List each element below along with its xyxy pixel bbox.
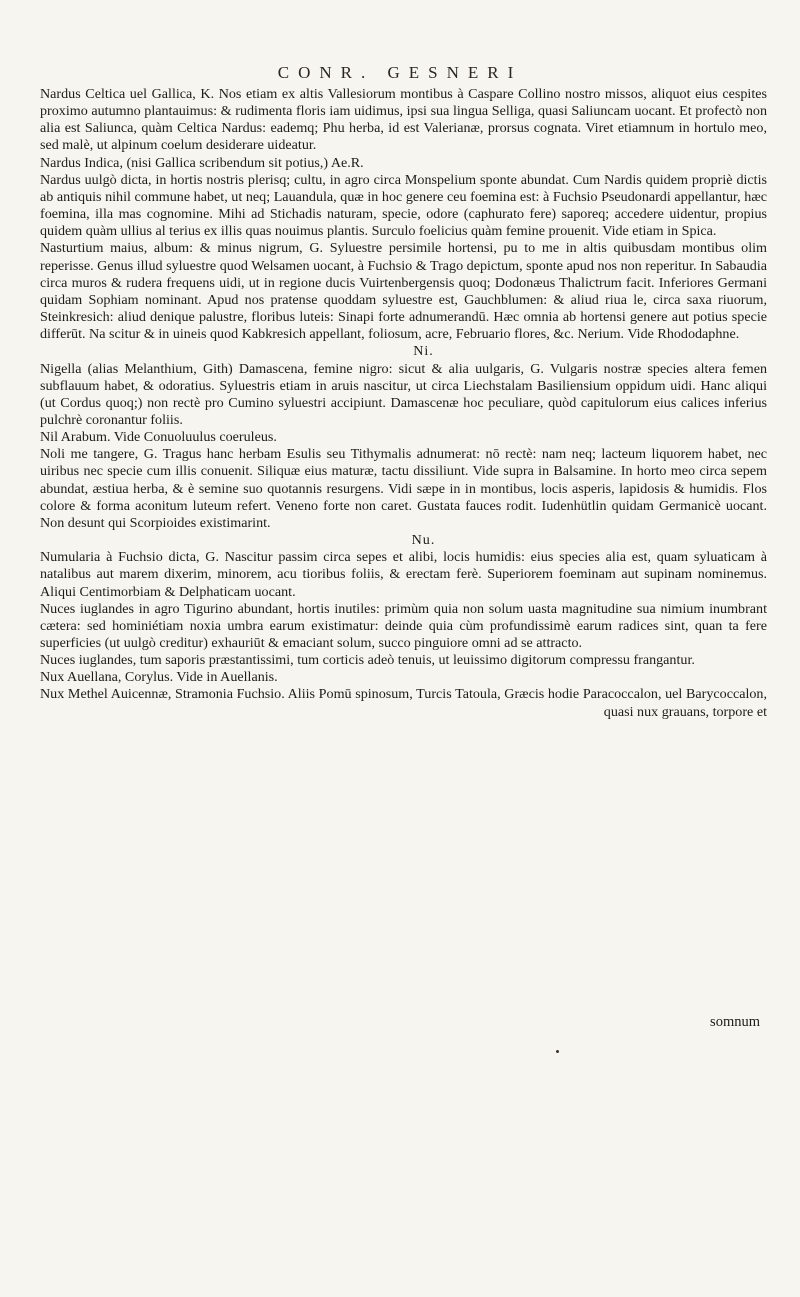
running-head: CONR. GESNERI bbox=[277, 63, 523, 82]
paragraph: Nuces iuglandes, tum saporis præstantissimi, tum corticis adeò tenuis, ut leuissimo digitorum compressu frangantur. bbox=[40, 652, 695, 669]
paragraph: Noli me tangere, G. Tragus hanc herbam Esulis seu Tithymalis adnumerat: nō rectè: nam neq; lacteum liquorem habet, nec uiribus nec specie cum illis conuenit. Siliquæ eius maturæ, tactu dissiliunt. Vide supra in Balsamine. In horto meo circa sepem abundat, æstiua herba, & è semine suo quotannis resurgens. Vidi sæpe in in montibus, locis asperis, lapidosis & humidis. Flos colore & forma aconitum luteum refert. Veneno forte non caret. Gustata fauces rodit. Iudenhütlin quidam Germanicè uocant. Non desunt qui Scorpioides existimarint. bbox=[40, 446, 767, 531]
paragraph: Nasturtium maius, album: & minus nigrum, G. Syluestre persimile hortensi, pu to me in altis quibusdam montibus olim reperisse. Genus illud syluestre quod Welsamen uocant, à Fuchsio & Trago depictum, sponte apud nos non reperitur. In Sabaudia circa muros & rudera frequens uidi, ut in regione ducis Vuirtenbergensis quoq; Dodonæus Thalictrum facit. Inferiores Germani quidam Sophiam nominant. Apud nos pratense quoddam syluestre est, Gauchblumen: & aliud riua le, circa saxa riuorum, Steinkresich: aliud denique palustre, floribus luteis: Sinapi forte adnumerandū. Hæc omnia ab hortensi genere aut potius specie differūt. Na scitur & in uineis quod Kabkresich appellant, foliosum, acre, Februario flores, &c. Nerium. Vide Rhododaphne. bbox=[40, 240, 767, 343]
catchword: somnum bbox=[710, 1014, 760, 1030]
paragraph: Nuces iuglandes in agro Tigurino abundant, hortis inutiles: primùm quia non solum uasta magnitudine sua nimium inumbrant cætera: sed hominiétiam noxia umbra earum existimatur: deinde quia cùm profundissimè earum radices sint, quan ta fere superficies (ut uulgò creditur) exhauriūt & emaciant solum, succo pinguiore omni ad se attracto. bbox=[40, 600, 767, 651]
paragraph: Numularia à Fuchsio dicta, G. Nascitur passim circa sepes et alibi, locis humidis: eius species alia est, quam syluaticam à natalibus aut marem dixerim, minorem, acu tioribus foliis, & erectam ferè. Superiorem foeminam aut supinam nominemus. Aliqui Centimorbiam & Delphaticam uocant. bbox=[40, 549, 767, 600]
paragraph: Nux Auellana, Corylus. Vide in Auellanis. bbox=[40, 669, 278, 686]
section-heading: Nu. bbox=[411, 532, 436, 549]
paragraph: Nux Methel Auicennæ, Stramonia Fuchsio. Aliis Pomū spinosum, Turcis Tatoula, Græcis hodie Paracoccalon, uel Barycoccalon, quasi nux grauans, torpore et bbox=[40, 686, 767, 720]
paragraph: Nardus Indica, (nisi Gallica scribendum sit potius,) Ae.R. bbox=[40, 154, 364, 171]
paragraph: Nil Arabum. Vide Conuoluulus coeruleus. bbox=[40, 429, 277, 446]
page-body-text bbox=[40, 86, 767, 721]
ink-speck bbox=[556, 1050, 559, 1053]
paragraph: Nardus Celtica uel Gallica, K. Nos etiam ex altis Vallesiorum montibus à Caspare Collino nostro missos, aliquot eius cespites proximo autumno plantauimus: & rudimenta floris iam uidimus, ipsi sua lingua Selliga, quasi Saliuncam uocant. Et profectò non alia est Saliunca, quàm Celtica Nardus: eademq; Phu herba, id est Valerianæ, prorsus cognata. Viret etiamnum in hortulo meo, sed malè, ut alpinum coelum desiderare uideatur. bbox=[40, 86, 767, 154]
section-heading: Ni. bbox=[413, 343, 434, 360]
paragraph: Nardus uulgò dicta, in hortis nostris plerisq; cultu, in agro circa Monspelium sponte abundat. Cum Nardis quidem propriè dictis ab antiquis nihil commune habet, ut neq; Lauandula, quæ in hoc genere ceu foemina est: à Fuchsio Pseudonardi appellantur, hæc foemina, illa mas cognomine. Mihi ad Stichadis naturam, specie, odore (caphurato fere) saporeq; accedere uidentur, propius quidem quàm ullius al terius ex illis quas nouimus plantis. Surculo foelicius quàm femine prouenit. Vide etiam in Spica. bbox=[40, 171, 767, 240]
paragraph: Nigella (alias Melanthium, Gith) Damascena, femine nigro: sicut & alia uulgaris, G. Vulgaris nostræ species altera femen subflauum habet, & odoratius. Syluestris etiam in aruis nascitur, ut circa Liechstalam Basiliensium oppidum uidi. Hanc aliqui (ut Cordus quoq;) non rectè pro Cumino syluestri accipiunt. Damascenæ hoc peculiare, quòd capitulorum eius calices inferius pulchrè coronantur foliis. bbox=[40, 360, 767, 428]
